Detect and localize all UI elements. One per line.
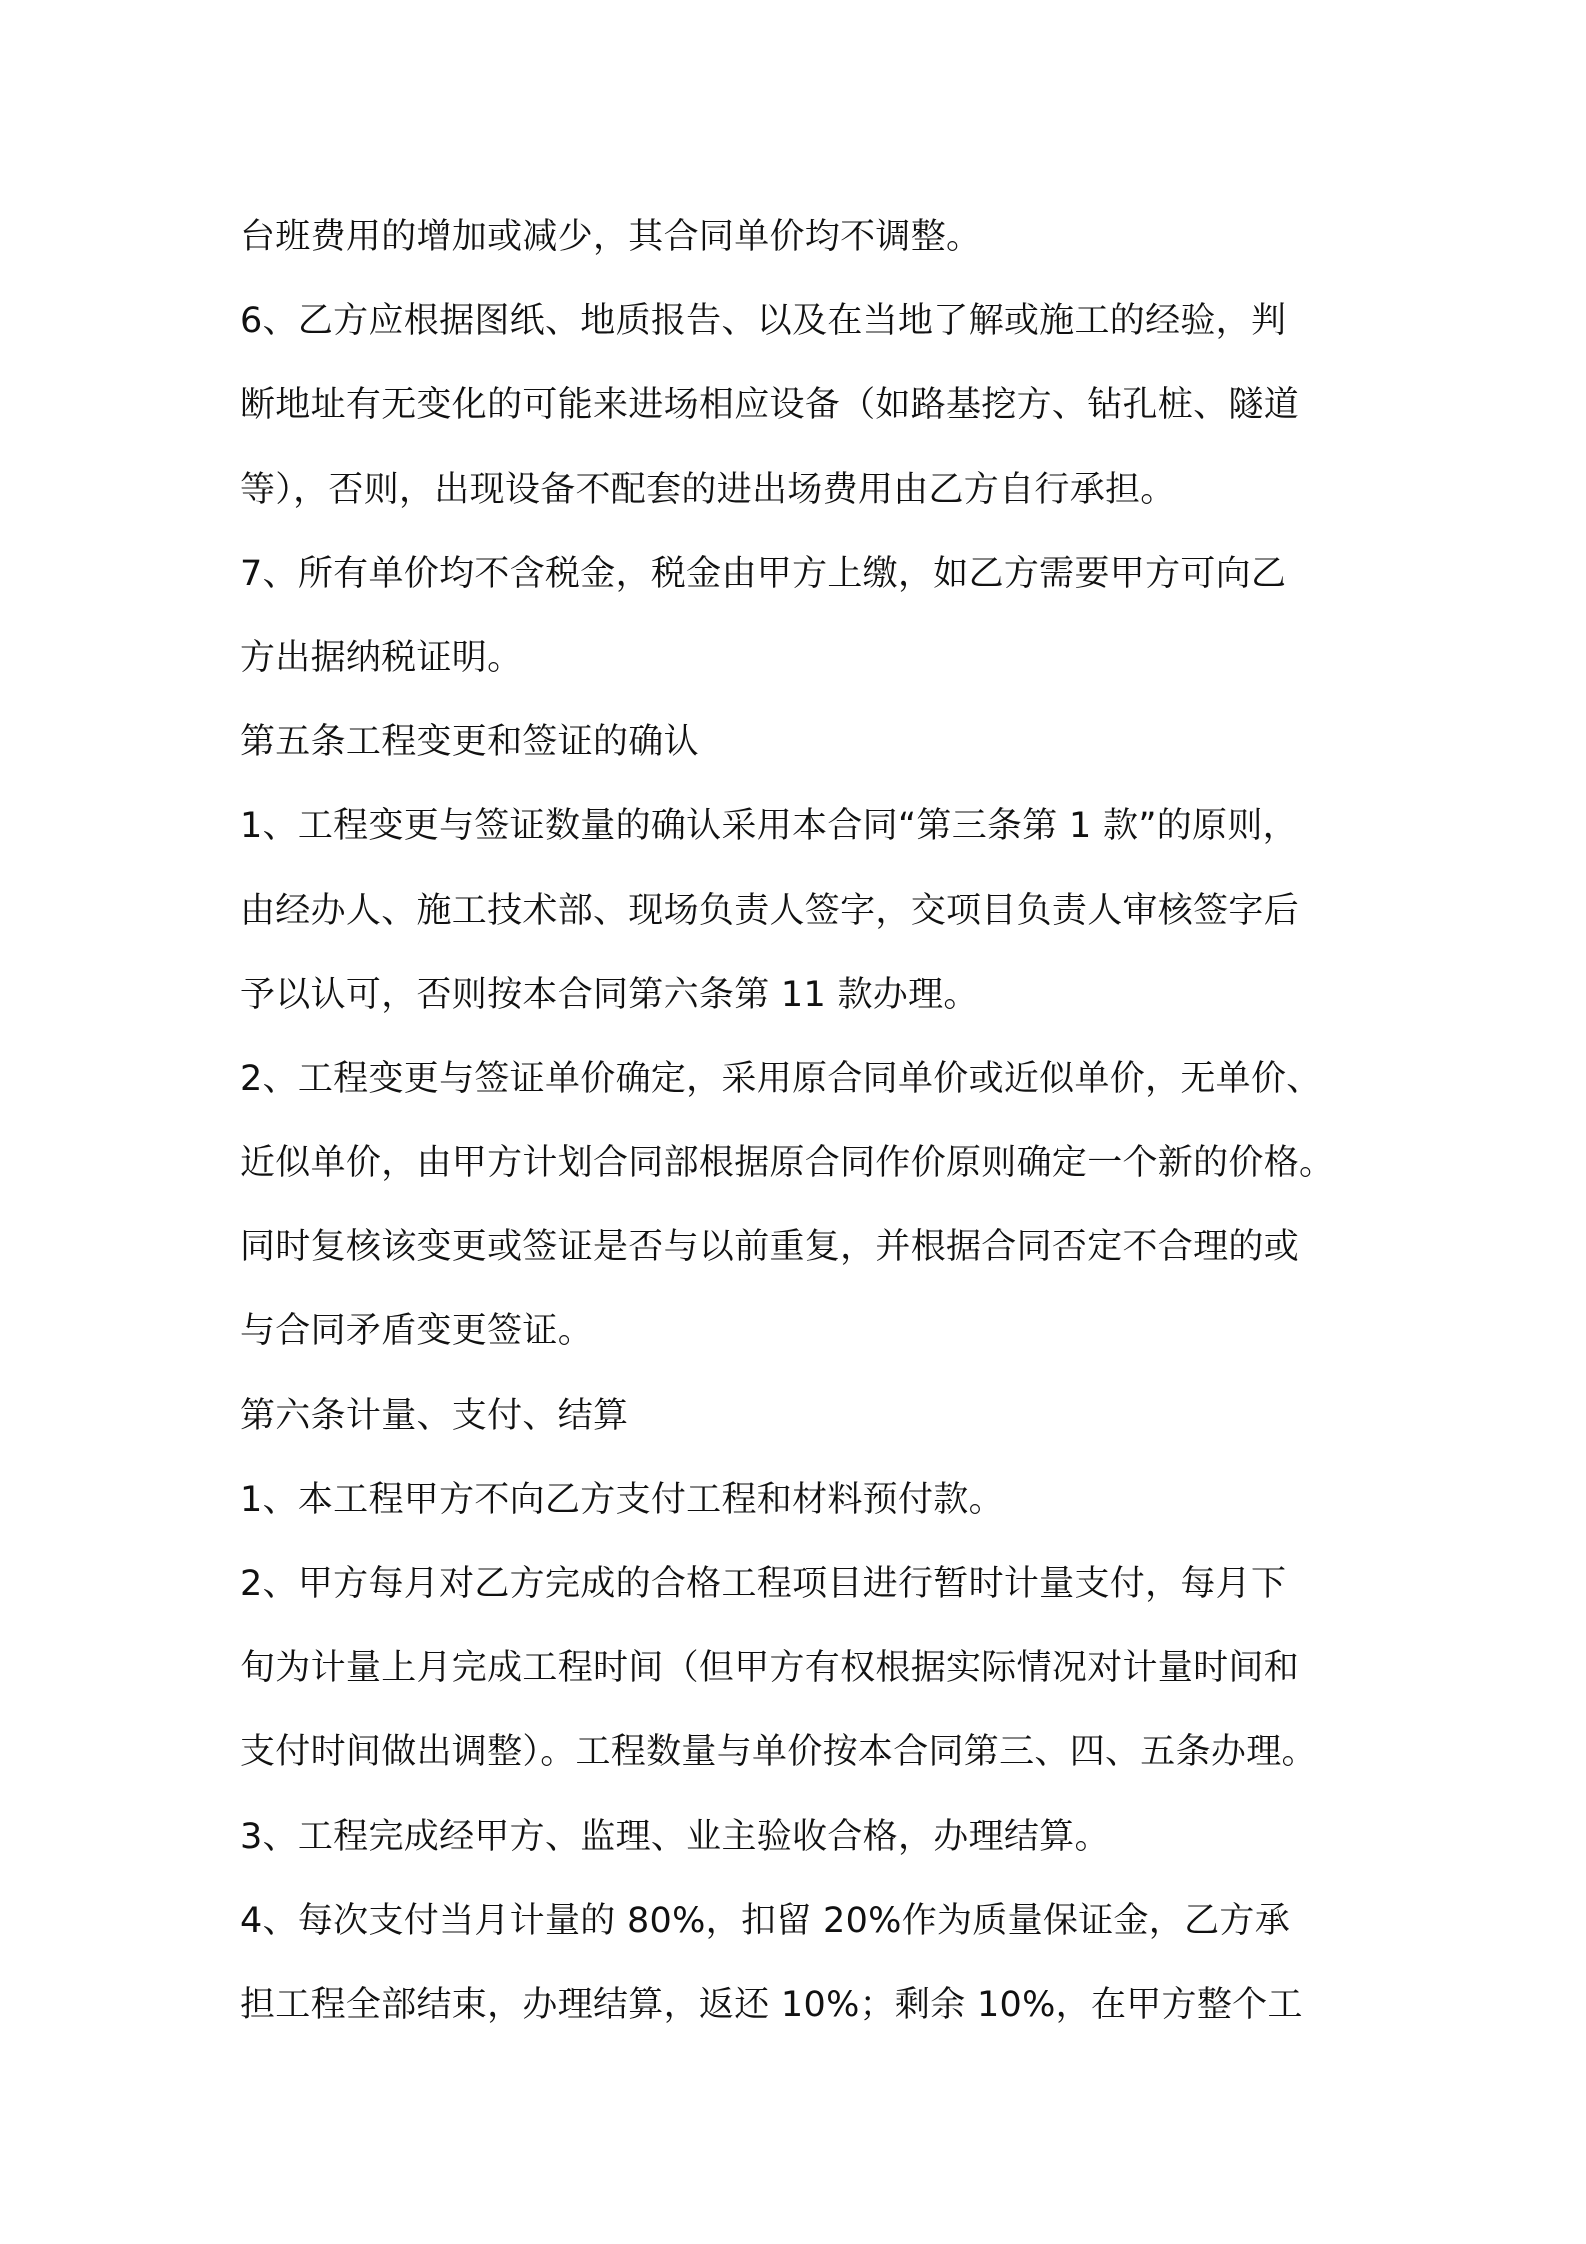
text-line: 支付时间做出调整）。工程数量与单价按本合同第三、四、五条办理。: [240, 1732, 1317, 1773]
section-heading-5: 第五条工程变更和签证的确认: [240, 722, 699, 763]
text-line: 旬为计量上月完成工程时间（但甲方有权根据实际情况对计量时间和: [240, 1648, 1300, 1689]
text-line: 台班费用的增加或减少，其合同单价均不调整。: [240, 217, 982, 257]
text-line: 担工程全部结束，办理结算，返还 10%；剩余 10%，在甲方整个工: [240, 1984, 1303, 2025]
text-line: 由经办人、施工技术部、现场负责人签字，交项目负责人审核签字后: [240, 890, 1300, 931]
text-line: 方出据纳税证明。: [240, 637, 523, 678]
text-line: 4、每次支付当月计量的 80%，扣留 20%作为质量保证金，乙方承: [240, 1900, 1291, 1941]
text-line: 近似单价，由甲方计划合同部根据原合同作价原则确定一个新的价格。: [240, 1143, 1335, 1184]
text-line: 2、工程变更与签证单价确定，采用原合同单价或近似单价，无单价、: [240, 1058, 1322, 1099]
text-line: 断地址有无变化的可能来进场相应设备（如路基挖方、钻孔桩、隧道: [240, 385, 1300, 426]
text-line: 1、工程变更与签证数量的确认采用本合同“第三条第 1 款”的原则，: [240, 806, 1298, 847]
text-line: 予以认可，否则按本合同第六条第 11 款办理。: [240, 974, 979, 1015]
text-line: 3、工程完成经甲方、监理、业主验收合格，办理结算。: [240, 1816, 1110, 1857]
text-line: 7、所有单价均不含税金，税金由甲方上缴，如乙方需要甲方可向乙: [240, 553, 1287, 594]
contract-text-body: [240, 195, 1370, 2047]
text-line: 与合同矛盾变更签证。: [240, 1311, 594, 1352]
text-line: 等），否则，出现设备不配套的进出场费用由乙方自行承担。: [240, 469, 1176, 510]
text-line: 同时复核该变更或签证是否与以前重复，并根据合同否定不合理的或: [240, 1227, 1300, 1268]
text-line: 2、甲方每月对乙方完成的合格工程项目进行暂时计量支付，每月下: [240, 1564, 1287, 1604]
text-line: 6、乙方应根据图纸、地质报告、以及在当地了解或施工的经验，判: [240, 301, 1287, 342]
text-line: 1、本工程甲方不向乙方支付工程和材料预付款。: [240, 1479, 1004, 1520]
section-heading-6: 第六条计量、支付、结算: [240, 1395, 629, 1436]
